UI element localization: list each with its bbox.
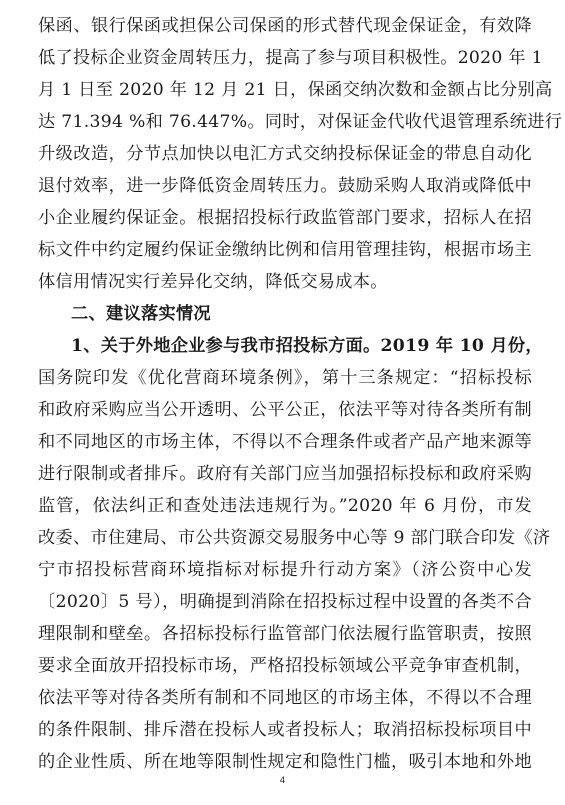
text-line: 达 71.394 %和 76.447%。同时，对保证金代收代退管理系统进行 [38, 112, 563, 132]
text-line: 体信用情况实行差异化交纳，降低交易成本。 [38, 272, 388, 292]
section-heading: 二、建议落实情况 [71, 304, 211, 324]
text-line: 低了投标企业资金周转压力，提高了参与项目积极性。2020 年 1 [38, 48, 543, 68]
text-line: 的条件限制、排斥潜在投标人或者投标人；取消招标投标项目中 [38, 720, 532, 740]
text-line: 保函、银行保函或担保公司保函的形式替代现金保证金，有效降 [38, 16, 532, 36]
text-line: 国务院印发《优化营商环境条例》，第十三条规定：“招标投标 [38, 368, 532, 388]
text-line: 监管，依法纠正和查处违法违规行为。”2020 年 6 月份，市发 [38, 496, 532, 516]
text-line: 依法平等对待各类所有制和不同地区的市场主体，不得以不合理 [38, 688, 532, 708]
text-line: 退付效率，进一步降低资金周转压力。鼓励采购人取消或降低中 [38, 176, 532, 196]
text-line: 〔2020〕5 号），明确提到消除在招投标过程中设置的各类不合 [38, 592, 532, 612]
text-line: 宁市招投标营商环境指标对标提升行动方案》（济公资中心发 [38, 560, 532, 580]
text-line: 月 1 日至 2020 年 12 月 21 日，保函交纳次数和金额占比分别高 [38, 80, 553, 100]
text-line: 要求全面放开招投标市场，严格招投标领域公平竞争审查机制， [38, 656, 532, 676]
text-line: 标文件中约定履约保证金缴纳比例和信用管理挂钩，根据市场主 [38, 240, 532, 260]
text-line: 理限制和壁垒。各招标投标行监管部门依法履行监管职责，按照 [38, 624, 532, 644]
page-number: 4 [279, 776, 286, 786]
text-line: 的企业性质、所在地等限制性规定和隐性门槛，吸引本地和外地 [38, 752, 532, 772]
text-line: 和政府采购应当公开透明、公平公正，依法平等对待各类所有制 [38, 400, 532, 420]
text-line: 小企业履约保证金。根据招投标行政监管部门要求，招标人在招 [38, 208, 532, 228]
text-line: 和不同地区的市场主体，不得以不合理条件或者产品产地来源等 [38, 432, 532, 452]
subsection-lead: 1、关于外地企业参与我市招投标方面。2019 年 10 月份， [71, 336, 543, 356]
text-line: 改委、市住建局、市公共资源交易服务中心等 9 部门联合印发《济 [38, 528, 551, 548]
text-line: 升级改造，分节点加快以电汇方式交纳投标保证金的带息自动化 [38, 144, 532, 164]
text-line: 进行限制或者排斥。政府有关部门应当加强招标投标和政府采购 [38, 464, 532, 484]
